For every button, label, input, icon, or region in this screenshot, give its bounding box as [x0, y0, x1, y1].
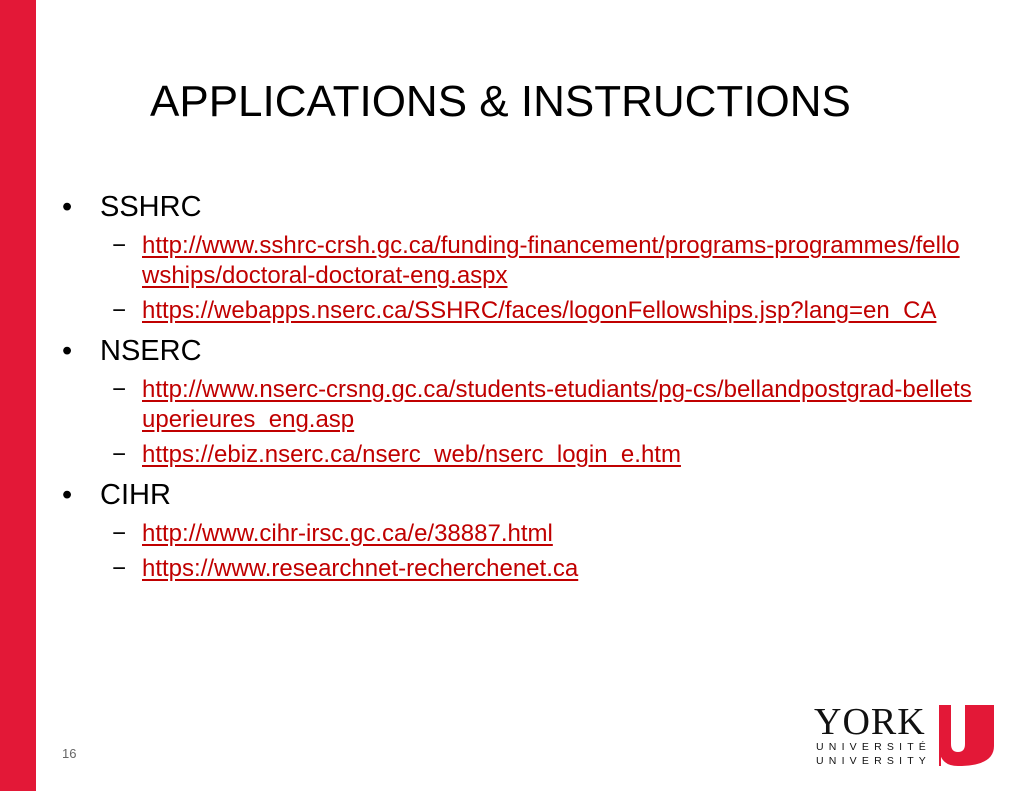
list-item	[62, 519, 982, 549]
slide-content	[62, 188, 982, 590]
slide-title: APPLICATIONS & INSTRUCTIONS	[150, 77, 851, 126]
section-sshrc	[62, 188, 982, 326]
dash-icon: −	[112, 520, 127, 547]
dash-icon: −	[112, 555, 127, 582]
page-number: 16	[62, 746, 77, 761]
link-list	[62, 375, 982, 470]
sshrc-funding-link[interactable]: http://www.sshrc-crsh.gc.ca/funding-financement/programs-programmes/fellowships/doctoral-doctorat-eng.aspx	[142, 232, 960, 289]
york-university-logo	[812, 700, 997, 770]
bullet-item	[62, 332, 982, 370]
bullet-item	[62, 188, 982, 226]
dash-icon: −	[112, 232, 127, 259]
section-label: NSERC	[100, 335, 202, 367]
list-item	[62, 375, 982, 435]
nserc-login-link[interactable]: https://ebiz.nserc.ca/nserc_web/nserc_login_e.htm	[142, 441, 681, 468]
section-label: SSHRC	[100, 191, 202, 223]
bullet-item	[62, 476, 982, 514]
bullet-dot-icon: •	[62, 479, 73, 511]
section-cihr	[62, 476, 982, 584]
section-nserc	[62, 332, 982, 470]
section-label: CIHR	[100, 479, 171, 511]
logo-divider	[939, 705, 941, 766]
logo-line-universite: UNIVERSITÉ	[816, 741, 932, 753]
dash-icon: −	[112, 441, 127, 468]
bullet-dot-icon: •	[62, 335, 73, 367]
link-list	[62, 519, 982, 584]
link-list	[62, 231, 982, 326]
list-item	[62, 440, 982, 470]
sshrc-logon-link[interactable]: https://webapps.nserc.ca/SSHRC/faces/logonFellowships.jsp?lang=en_CA	[142, 297, 937, 324]
list-item	[62, 296, 982, 326]
bullet-dot-icon: •	[62, 191, 73, 223]
list-item	[62, 554, 982, 584]
researchnet-link[interactable]: https://www.researchnet-recherchenet.ca	[142, 555, 579, 582]
list-item	[62, 231, 982, 291]
york-u-mark-icon	[939, 705, 994, 766]
cihr-info-link[interactable]: http://www.cihr-irsc.gc.ca/e/38887.html	[142, 520, 553, 547]
accent-sidebar	[0, 0, 36, 791]
nserc-students-link[interactable]: http://www.nserc-crsng.gc.ca/students-etudiants/pg-cs/bellandpostgrad-belletsuperieures_eng.asp	[142, 376, 972, 433]
dash-icon: −	[112, 376, 127, 403]
logo-wordmark: YORK	[814, 701, 926, 743]
logo-line-university: UNIVERSITY	[816, 755, 932, 767]
dash-icon: −	[112, 297, 127, 324]
